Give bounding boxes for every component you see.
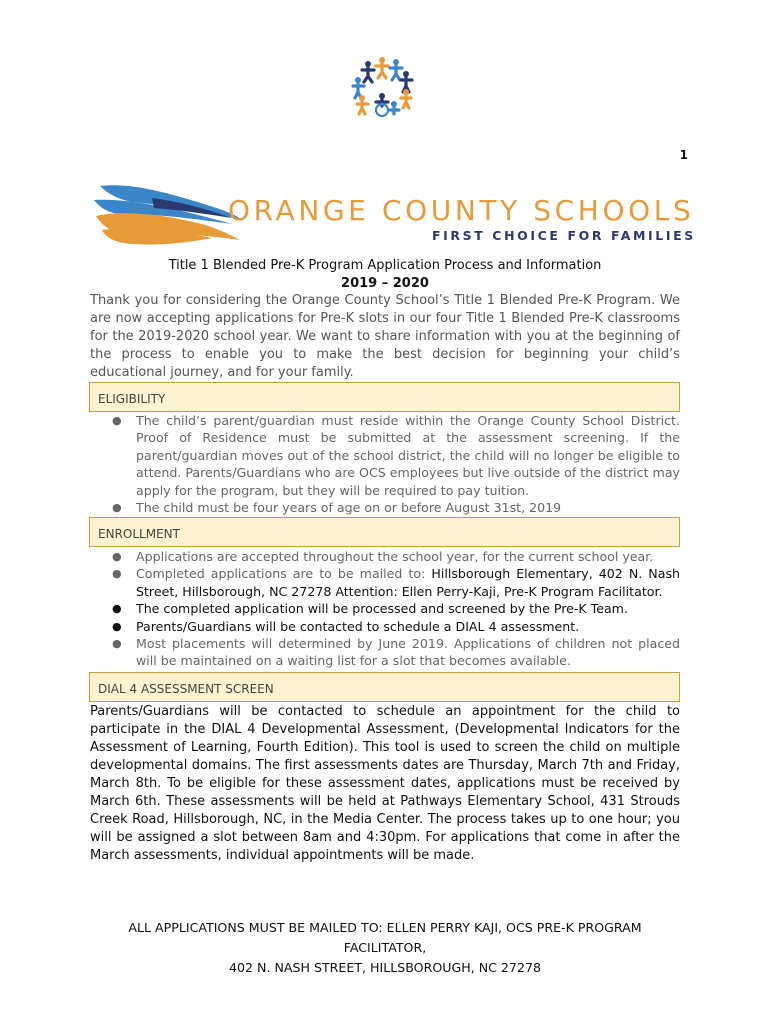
brand-tagline: FIRST CHOICE FOR FAMILIES (432, 228, 696, 243)
eligibility-list (90, 412, 680, 516)
list-item: ● The child must be four years of age on or before August 31st, 2019 (90, 499, 680, 516)
eligibility-header: ELIGIBILITY (89, 382, 680, 412)
intro-paragraph: Thank you for considering the Orange County School’s Title 1 Blended Pre-K Program. We are now accepting applications for Pre-K slots in our four Title 1 Blended Pre-K classrooms for the 2019-2020 school year. We want to share information with you at the beginning of the process to enable you to make the best decision for beginning your child’s educational journey, and for your family. (90, 293, 680, 380)
brand-name: ORANGE COUNTY SCHOOLS (228, 194, 695, 227)
dial-assessment-header: DIAL 4 ASSESSMENT SCREEN (89, 672, 680, 702)
page-number: 1 (679, 148, 688, 162)
list-item: ● The completed application will be processed and screened by the Pre-K Team. (90, 600, 680, 617)
district-banner (92, 180, 696, 250)
list-item: ● Most placements will determined by June 2019. Applications of children not placed will be maintained on a waiting list for a slot that becomes available. (90, 635, 680, 670)
list-item (90, 565, 680, 600)
list-item: ● Parents/Guardians will be contacted to schedule a DIAL 4 assessment. (90, 618, 680, 635)
school-years: 2019 – 2020 (341, 276, 429, 291)
people-circle-logo (348, 52, 418, 118)
footer-mailing-line-2: FACILITATOR, (343, 940, 427, 955)
brush-swoosh-icon (92, 180, 242, 250)
footer-mailing-address: 402 N. NASH STREET, HILLSBOROUGH, NC 27278 (229, 960, 541, 975)
footer-mailing-line-1: ALL APPLICATIONS MUST BE MAILED TO: ELLEN PERRY KAJI, OCS PRE-K PROGRAM (128, 920, 642, 935)
list-item: ● The child’s parent/guardian must reside within the Orange County School District. Proof of Residence must be submitted at the assessment screening. If the parent/guardian moves out of the school district, the child will no longer be eligible to attend. Parents/Guardians who are OCS employees but live outside of the district may apply for the program, but they will be required to pay tuition. (90, 412, 680, 499)
mailing-instruction: Completed applications are to be mailed to: (136, 566, 426, 582)
mailing-address: Hillsborough Elementary, 402 N. Nash Street, Hillsborough, NC 27278 Attention: Ellen Perry-Kaji, Pre-K Program Facilitator. (136, 566, 680, 599)
enrollment-header: ENROLLMENT (89, 517, 680, 547)
enrollment-list (90, 548, 680, 670)
dial-assessment-paragraph: Parents/Guardians will be contacted to schedule an appointment for the child to participate in the DIAL 4 Developmental Assessment, (Developmental Indicators for the Assessment of Learning, Fourth Edition). This tool is used to screen the child on multiple developmental domains. The first assessments dates are Thursday, March 7th and Friday, March 8th. To be eligible for these assessment dates, applications must be received by March 6th. These assessments will be held at Pathways Elementary School, 431 Strouds Creek Road, Hillsborough, NC, in the Media Center. The process takes up to one hour; you will be assigned a slot between 8am and 4:30pm. For applications that come in after the March assessments, individual appointments will be made. (90, 704, 680, 863)
document-title: Title 1 Blended Pre-K Program Application Process and Information (168, 258, 602, 273)
list-item: ● Applications are accepted throughout the school year, for the current school year. (90, 548, 680, 565)
